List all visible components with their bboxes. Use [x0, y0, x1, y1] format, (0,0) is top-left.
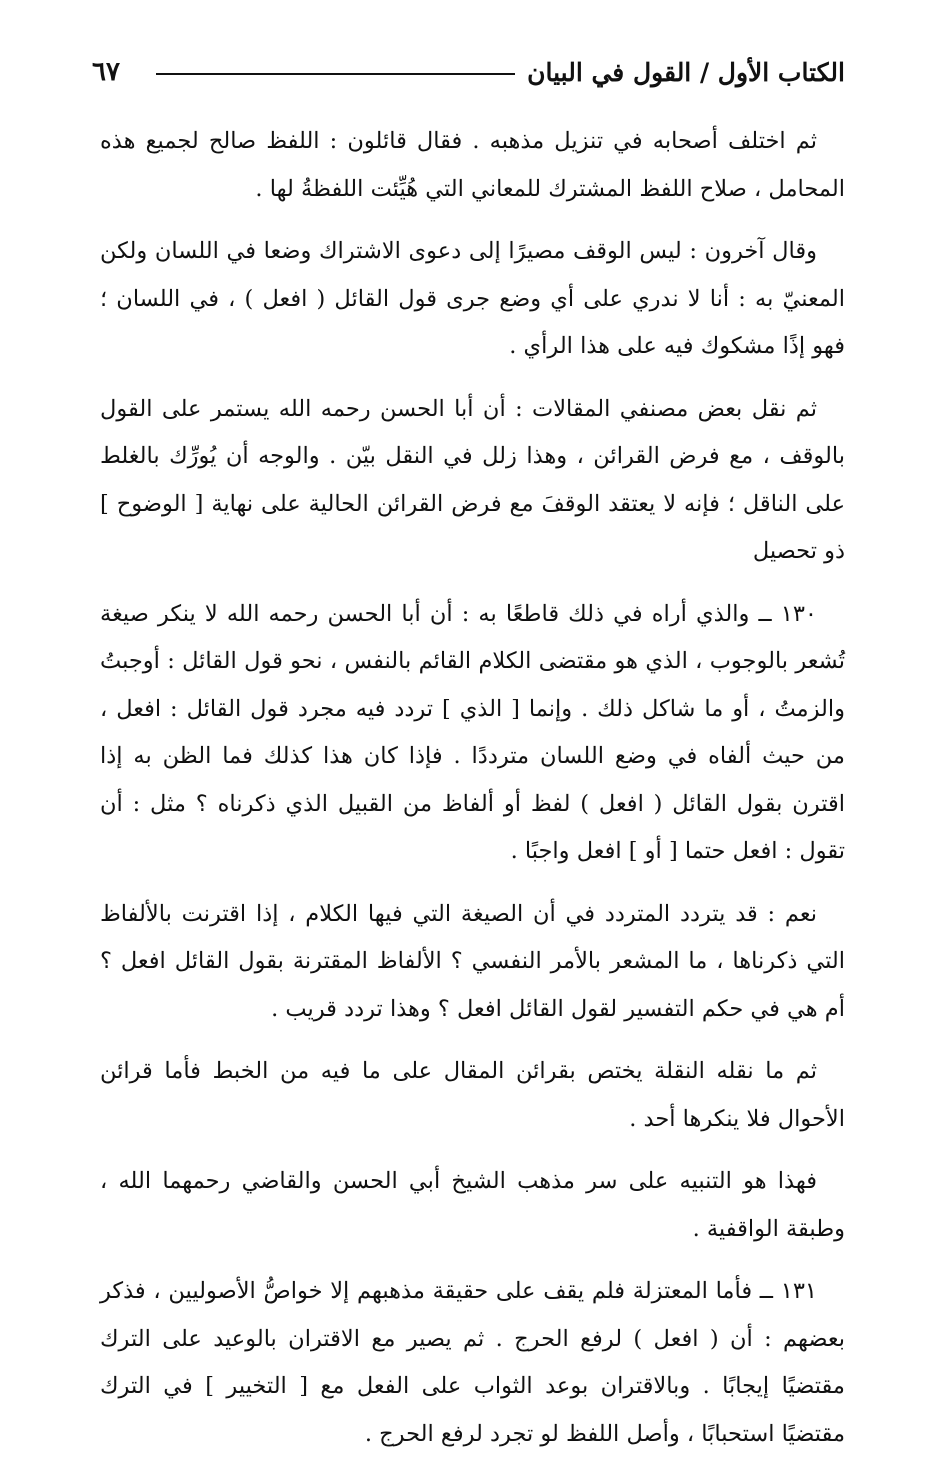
paragraph: ثم نقل بعض مصنفي المقالات : أن أبا الحسن رحمه الله يستمر على القول بالوقف ، مع فرض القرائن ، وهذا زلل في النقل بيّن . والوجه أن يُورِّك بالغلط على الناقل ؛ فإنه لا يعتقد الوقفَ مع فرض القرائن الحالية على نهاية [ الوضوح ] ذو تحصيل [100, 395, 845, 564]
header-rule [156, 73, 515, 75]
paragraph: وقال آخرون : ليس الوقف مصيرًا إلى دعوى الاشتراك وضعا في اللسان ولكن المعنيّ به : أنا لا ندري على أي وضع جرى قول القائل ( افعل ) ، في اللسان ؛ فهو إذًا مشكوك فيه على هذا الرأي . [100, 238, 845, 359]
paragraph: فهذا هو التنبيه على سر مذهب الشيخ أبي الحسن والقاضي رحمهما الله ، وطبقة الواقفية . [100, 1168, 845, 1242]
page-header [92, 52, 845, 92]
body-text [100, 118, 845, 1473]
paragraph-section-131: ١٣١ ــ فأما المعتزلة فلم يقف على حقيقة مذهبهم إلا خواصُّ الأصوليين ، فذكر بعضهم : أن ( افعل ) لرفع الحرج . ثم يصير مع الاقتران بالوعيد على الترك مقتضيًا إيجابًا . وبالاقتران بوعد الثواب على الفعل مع [ التخيير ] في الترك مقتضيًا استحبابًا ، وأصل اللفظ لو تجرد لرفع الحرج . [100, 1278, 845, 1447]
page-number: ٦٧ [92, 57, 120, 87]
paragraph: نعم : قد يتردد المتردد في أن الصيغة التي فيها الكلام ، إذا اقترنت بالألفاظ التي ذكرناها ، ما المشعر بالأمر النفسي ؟ الألفاظ المقترنة بقول القائل افعل ؟ أم هي في حكم التفسير لقول القائل افعل ؟ وهذا تردد قريب . [100, 900, 845, 1022]
running-title: الكتاب الأول / القول في البيان [527, 57, 845, 87]
paragraph: ثم اختلف أصحابه في تنزيل مذهبه . فقال قائلون : اللفظ صالح لجميع هذه المحامل ، صلاح اللفظ المشترك للمعاني التي هُيِّئت اللفظةُ لها . [100, 128, 845, 202]
paragraph: ثم ما نقله النقلة يختص بقرائن المقال على ما فيه من الخبط فأما قرائن الأحوال فلا ينكرها أحد . [100, 1058, 845, 1132]
paragraph-section-130: ١٣٠ ــ والذي أراه في ذلك قاطعًا به : أن أبا الحسن رحمه الله لا ينكر صيغة تُشعر بالوجوب ، الذي هو مقتضى الكلام القائم بالنفس ، نحو قول القائل : أوجبتُ والزمتُ ، أو ما شاكل ذلك . وإنما [ الذي ] تردد فيه مجرد قول القائل : افعل ، من حيث ألفاه في وضع اللسان مترددًا . فإذا كان هذا كذلك فما الظن به إذا اقترن بقول القائل ( افعل ) لفظ أو ألفاظ من القبيل الذي ذكرناه ؟ مثل : أن تقول : افعل حتما [ أو ] افعل واجبًا . [100, 600, 845, 864]
